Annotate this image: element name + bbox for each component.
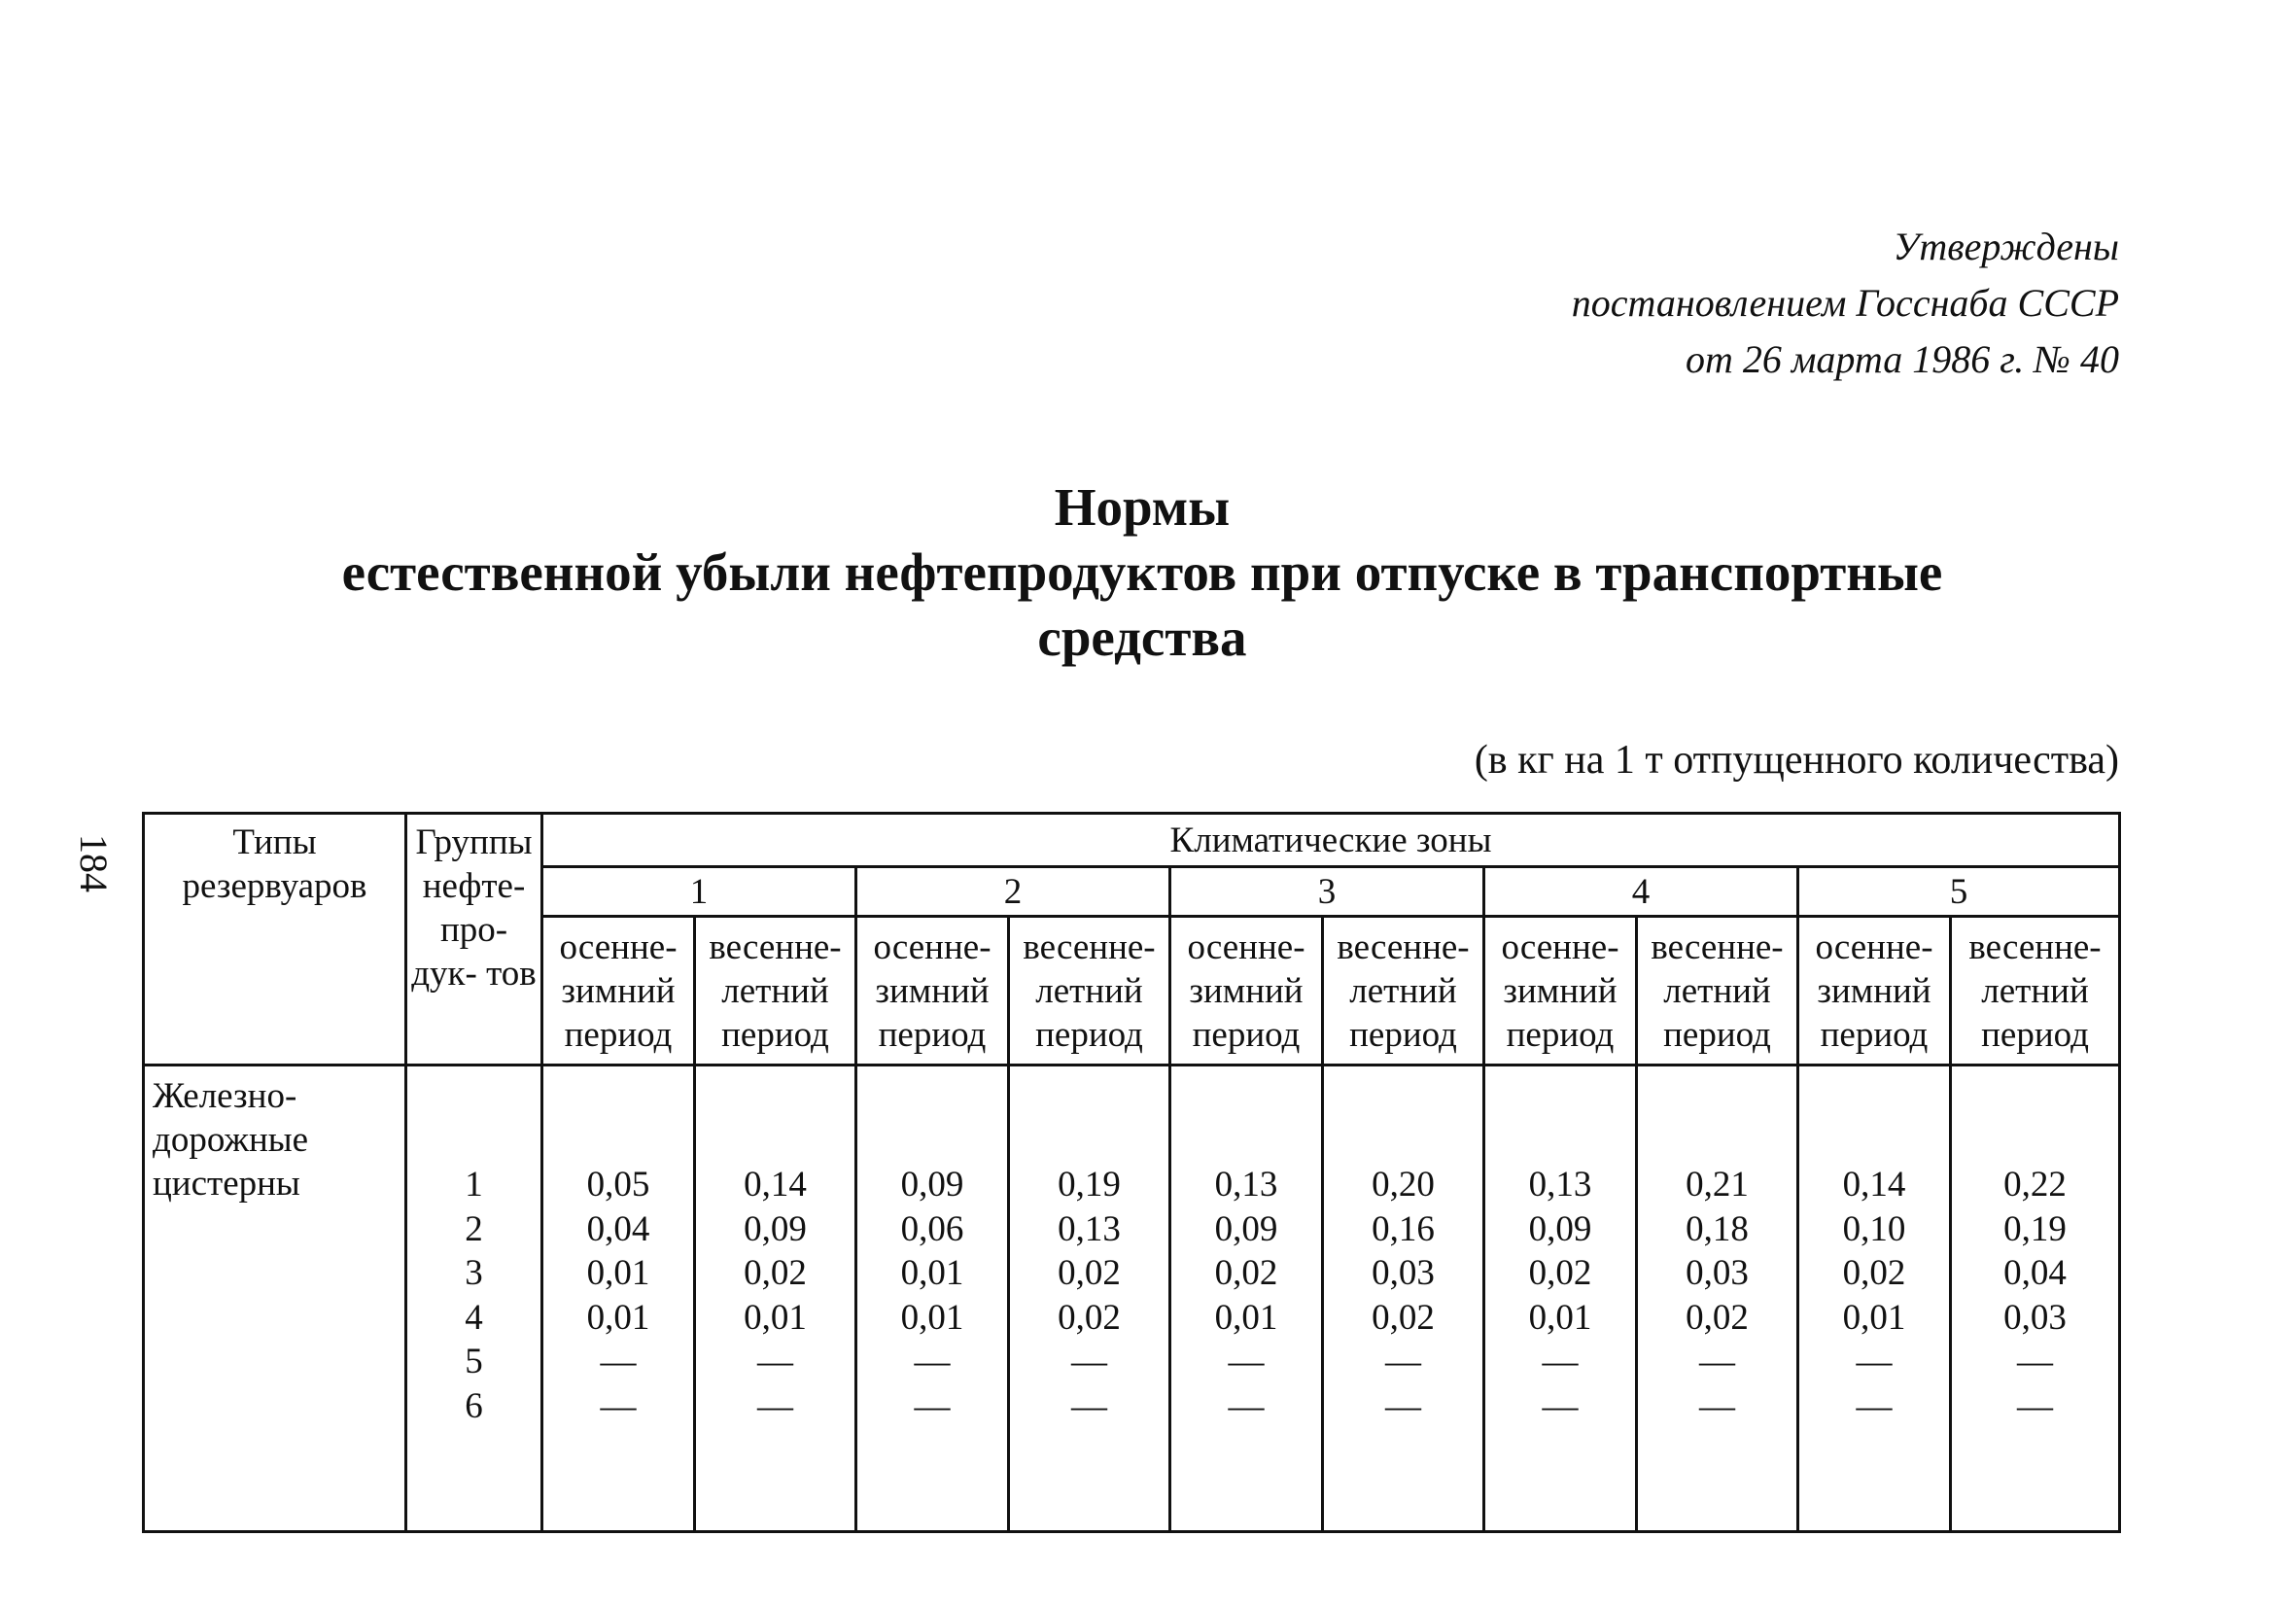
- zone-header: 4: [1484, 867, 1798, 917]
- product-group-column: [406, 1066, 542, 1532]
- value-column: [1798, 1066, 1951, 1532]
- norm-value: 0,02: [1058, 1297, 1121, 1338]
- period-autumn-winter: осенне- зимний период: [856, 917, 1009, 1066]
- approval-line-2: постановлением Госснаба СССР: [1571, 281, 2119, 325]
- header-tank-types: Типы резервуаров: [144, 814, 406, 1066]
- norm-value: 0,22: [2003, 1165, 2067, 1205]
- norm-value: —: [2017, 1342, 2054, 1381]
- title-line-2: естественной убыли нефтепродуктов при отпуске в транспортные: [341, 542, 1943, 602]
- norm-value: 0,01: [586, 1253, 650, 1293]
- norms-table: [142, 812, 2121, 1533]
- norm-value: 0,18: [1686, 1208, 1749, 1249]
- value-column: [1637, 1066, 1798, 1532]
- norm-value: —: [600, 1385, 637, 1426]
- norm-value: 0,03: [1372, 1253, 1435, 1293]
- norm-value: —: [1228, 1342, 1265, 1381]
- norm-value: 0,09: [900, 1165, 964, 1205]
- norm-value: 0,03: [2003, 1297, 2067, 1338]
- norm-value: —: [1856, 1385, 1893, 1426]
- norm-value: 0,03: [1686, 1253, 1749, 1293]
- norm-value: —: [914, 1342, 951, 1381]
- value-column: [1170, 1066, 1323, 1532]
- norm-value: 0,14: [1842, 1165, 1906, 1205]
- value-column: [695, 1066, 856, 1532]
- approval-line-3: от 26 марта 1986 г. № 40: [1685, 337, 2119, 381]
- period-autumn-winter: осенне- зимний период: [1798, 917, 1951, 1066]
- norm-value: —: [757, 1342, 793, 1381]
- norm-value: 0,09: [1214, 1208, 1278, 1249]
- header-climate-zones: Климатические зоны: [542, 814, 2120, 867]
- norm-value: —: [1542, 1342, 1579, 1381]
- period-spring-summer: весенне- летний период: [1637, 917, 1798, 1066]
- norm-value: —: [600, 1342, 637, 1381]
- norm-value: 0,02: [1058, 1253, 1121, 1293]
- zone-header: 1: [542, 867, 856, 917]
- approval-block: [1147, 219, 2119, 388]
- norm-value: 0,02: [1528, 1253, 1592, 1293]
- value-column: [1951, 1066, 2120, 1532]
- norm-value: —: [1385, 1385, 1421, 1426]
- norm-value: —: [914, 1385, 951, 1426]
- title-line-1: Нормы: [1054, 477, 1231, 537]
- product-group-number: 1: [465, 1165, 483, 1205]
- period-autumn-winter: осенне- зимний период: [1170, 917, 1323, 1066]
- norm-value: 0,01: [900, 1297, 964, 1338]
- page-number: 184: [72, 834, 116, 892]
- norm-value: —: [1385, 1342, 1421, 1381]
- norm-value: 0,09: [1528, 1208, 1592, 1249]
- norm-value: 0,10: [1842, 1208, 1906, 1249]
- norm-value: 0,13: [1214, 1165, 1278, 1205]
- norm-value: —: [757, 1385, 793, 1426]
- norm-value: 0,21: [1686, 1165, 1749, 1205]
- norm-value: —: [1856, 1342, 1893, 1381]
- norm-value: 0,05: [586, 1165, 650, 1205]
- period-spring-summer: весенне- летний период: [1009, 917, 1170, 1066]
- value-column: [856, 1066, 1009, 1532]
- norm-value: 0,02: [1686, 1297, 1749, 1338]
- norm-value: 0,01: [744, 1297, 807, 1338]
- zone-header: 3: [1170, 867, 1484, 917]
- norm-value: 0,01: [1214, 1297, 1278, 1338]
- norm-value: 0,19: [1058, 1165, 1121, 1205]
- norm-value: 0,02: [1372, 1297, 1435, 1338]
- period-spring-summer: весенне- летний период: [1323, 917, 1484, 1066]
- norm-value: —: [1699, 1385, 1735, 1426]
- norm-value: 0,04: [586, 1208, 650, 1249]
- period-autumn-winter: осенне- зимний период: [542, 917, 695, 1066]
- value-column: [1323, 1066, 1484, 1532]
- norm-value: 0,14: [744, 1165, 807, 1205]
- norm-value: —: [1228, 1385, 1265, 1426]
- norm-value: 0,06: [900, 1208, 964, 1249]
- norm-value: 0,09: [744, 1208, 807, 1249]
- product-group-number: 5: [465, 1342, 483, 1381]
- norm-value: —: [2017, 1385, 2054, 1426]
- norm-value: 0,01: [900, 1253, 964, 1293]
- norm-value: —: [1542, 1385, 1579, 1426]
- norm-value: 0,13: [1528, 1165, 1592, 1205]
- norm-value: 0,16: [1372, 1208, 1435, 1249]
- norm-value: 0,04: [2003, 1253, 2067, 1293]
- norm-value: 0,02: [744, 1253, 807, 1293]
- product-group-number: 4: [465, 1297, 483, 1338]
- title-line-3: средства: [1037, 608, 1247, 667]
- norm-value: 0,19: [2003, 1208, 2067, 1249]
- period-autumn-winter: осенне- зимний период: [1484, 917, 1637, 1066]
- period-spring-summer: весенне- летний период: [1951, 917, 2120, 1066]
- zone-header: 5: [1798, 867, 2120, 917]
- tank-type-railway: Железно- дорожные цистерны: [144, 1066, 406, 1532]
- norm-value: 0,02: [1842, 1253, 1906, 1293]
- period-spring-summer: весенне- летний период: [695, 917, 856, 1066]
- norm-value: 0,02: [1214, 1253, 1278, 1293]
- header-product-groups: Группы нефте- про- дук- тов: [406, 814, 542, 1066]
- product-group-number: 2: [465, 1208, 483, 1249]
- product-group-number: 3: [465, 1253, 483, 1293]
- norm-value: —: [1699, 1342, 1735, 1381]
- value-column: [1009, 1066, 1170, 1532]
- norm-value: 0,13: [1058, 1208, 1121, 1249]
- norm-value: 0,01: [1528, 1297, 1592, 1338]
- product-group-number: 6: [465, 1385, 483, 1426]
- value-column: [1484, 1066, 1637, 1532]
- norm-value: —: [1071, 1342, 1107, 1381]
- norm-value: —: [1071, 1385, 1107, 1426]
- norm-value: 0,20: [1372, 1165, 1435, 1205]
- units-note: (в кг на 1 т отпущенного количества): [1474, 738, 2119, 783]
- zone-header: 2: [856, 867, 1170, 917]
- approval-line-1: Утверждены: [1893, 225, 2119, 268]
- norm-value: 0,01: [586, 1297, 650, 1338]
- value-column: [542, 1066, 695, 1532]
- norm-value: 0,01: [1842, 1297, 1906, 1338]
- document-title: [146, 474, 2139, 670]
